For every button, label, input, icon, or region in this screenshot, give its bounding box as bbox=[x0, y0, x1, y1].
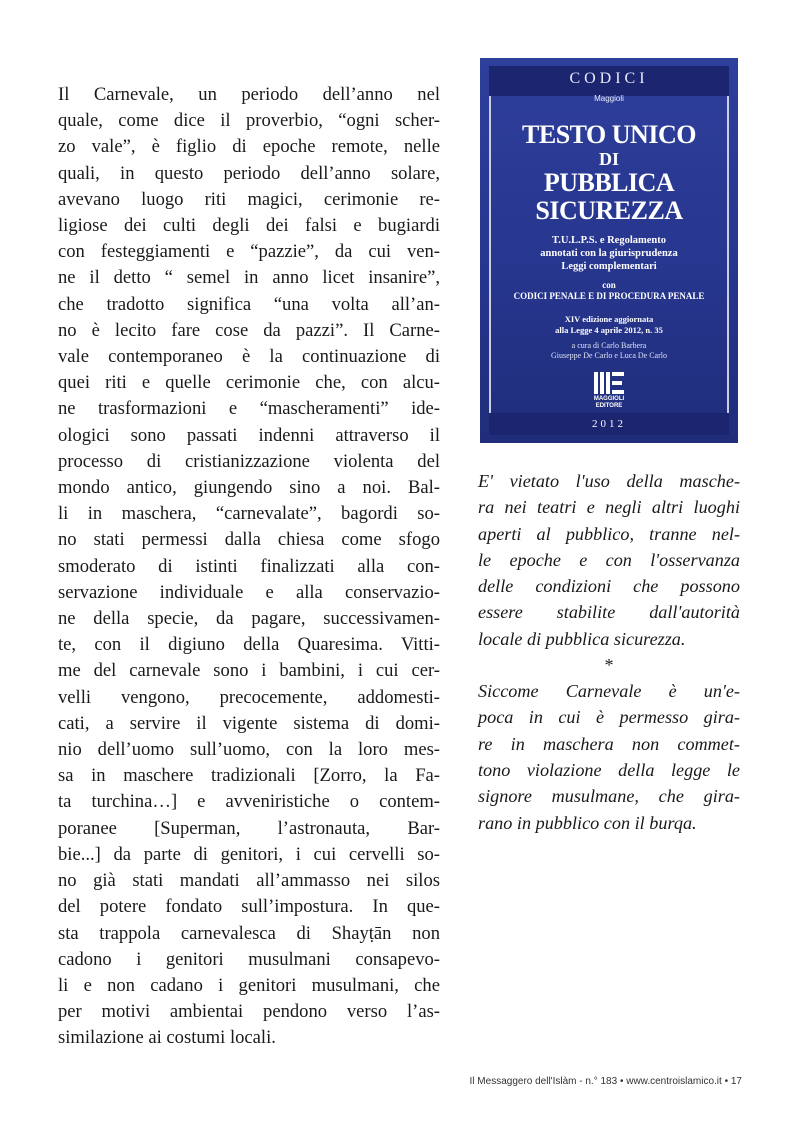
sidebar-separator: * bbox=[604, 655, 614, 676]
article-line: li e non cadano i genitori musulmani, che bbox=[58, 974, 440, 996]
article-line: ologici sono passati indenni attraverso il bbox=[58, 424, 440, 446]
article-line: li in maschera, “carnevalate”, bagordi so- bbox=[58, 503, 440, 525]
article-line: cadono i genitori musulmani consapevo- bbox=[58, 948, 440, 970]
article-line: sa in maschere tradizionali [Zorro, la Fa- bbox=[58, 765, 440, 787]
article-line: che tradotto significa “una volta all’an- bbox=[58, 293, 440, 315]
article-line: ta turchina…] e avveniristiche o contem- bbox=[58, 791, 440, 813]
article-line: Il Carnevale, un periodo dell’anno nel bbox=[58, 84, 440, 105]
cover-title-line: SICUREZZA bbox=[535, 196, 683, 225]
article-line: sta trappola carnevalesca di Shayṭān non bbox=[58, 922, 440, 944]
article-line: ligiose dei culti degli dei falsi e bugiardi bbox=[58, 215, 440, 237]
article-line: servazione individuale e alla conservazio- bbox=[58, 581, 440, 603]
sidebar-line: aperti al pubblico, tranne nel- bbox=[478, 523, 740, 544]
cover-title-line: PUBBLICA bbox=[543, 168, 675, 197]
article-line: no già stati mandati all’ammasso nei silos bbox=[58, 870, 440, 892]
cover-subtitle-line: annotati con la giurisprudenza bbox=[540, 248, 678, 259]
article-line: similazione ai costumi locali. bbox=[58, 1027, 276, 1049]
sidebar-line: re in maschera non commet- bbox=[478, 733, 740, 754]
cover-year: 2012 bbox=[489, 413, 729, 435]
page-footer: Il Messaggero dell'Islàm - n.° 183 • www.centroislamico.it • 17 bbox=[469, 1076, 742, 1087]
sidebar-line: poca in cui è permesso gira- bbox=[478, 707, 740, 728]
article-line: velli vengono, precocemente, addomesti- bbox=[58, 686, 440, 708]
article-line: ne trasformazioni e “mascheramenti” ide- bbox=[58, 398, 440, 420]
article-line: smoderato di istinti finalizzati alla con- bbox=[58, 555, 440, 577]
sidebar-line: essere stabilite dall'autorità bbox=[478, 602, 740, 623]
article-line: cati, a servire il vigente sistema di domi- bbox=[58, 712, 440, 734]
cover-title bbox=[480, 122, 738, 224]
cover-logo-line: MAGGIOLI bbox=[593, 396, 625, 402]
sidebar-line: le epoche e con l'osservanza bbox=[478, 549, 740, 570]
sidebar-line: signore musulmane, che gira- bbox=[478, 786, 740, 807]
article-line: quei riti e quelle cerimonie che, con alcu- bbox=[58, 372, 440, 394]
article-line: avevano luogo riti magici, cerimonie re- bbox=[58, 188, 440, 210]
maggioli-logo-icon bbox=[594, 372, 624, 394]
cover-series: CODICI bbox=[489, 66, 729, 96]
cover-subtitle-line: Leggi complementari bbox=[561, 261, 657, 272]
article-line: quali, in questo periodo dell’anno solare, bbox=[58, 162, 440, 184]
article-line: poranee [Superman, l’astronauta, Bar- bbox=[58, 817, 440, 839]
cover-logo-line: EDITORE bbox=[595, 403, 623, 409]
cover-title-line: TESTO UNICO bbox=[522, 120, 696, 149]
article-line: del potere fondato sull’impostura. In que- bbox=[58, 896, 440, 918]
article-line: zo vale”, è figlio di epoche remote, nelle bbox=[58, 136, 440, 158]
cover-codici-line: CODICI PENALE E DI PROCEDURA PENALE bbox=[513, 291, 705, 301]
book-cover-image bbox=[480, 58, 738, 443]
sidebar-quote bbox=[478, 468, 740, 836]
sidebar-line: Siccome Carnevale è un'e- bbox=[478, 681, 740, 702]
sidebar-line: locale di pubblica sicurezza. bbox=[478, 628, 686, 649]
article-line: con festeggiamenti e “pazzie”, da cui ven- bbox=[58, 241, 440, 263]
article-line: quale, come dice il proverbio, “ogni scher- bbox=[58, 110, 440, 132]
article-line: per motivi ambientai pendono verso l’as- bbox=[58, 1001, 440, 1023]
sidebar-line: rano in pubblico con il burqa. bbox=[478, 812, 697, 833]
cover-edition-line: XIV edizione aggiornata bbox=[564, 314, 654, 324]
cover-codici bbox=[480, 280, 738, 302]
cover-edition-line: alla Legge 4 aprile 2012, n. 35 bbox=[555, 324, 663, 335]
cover-logo-text bbox=[480, 396, 738, 410]
cover-authors bbox=[480, 341, 738, 361]
sidebar-line: delle condizioni che possono bbox=[478, 576, 740, 597]
article-line: mondo antico, giungendo sino a noi. Bal- bbox=[58, 477, 440, 499]
article-line: no è lecito fare cose da pazzi”. Il Carne- bbox=[58, 319, 440, 341]
cover-authors-line: Giuseppe De Carlo e Luca De Carlo bbox=[551, 351, 667, 360]
article-line: me del carnevale sono i bambini, i cui cer- bbox=[58, 660, 440, 682]
cover-authors-line: a cura di Carlo Barbera bbox=[571, 341, 647, 350]
cover-subtitle-line: T.U.L.P.S. e Regolamento bbox=[551, 235, 667, 246]
article-line: te, con il digiuno della Quaresima. Vitti- bbox=[58, 634, 440, 656]
cover-title-line: DI bbox=[598, 149, 619, 169]
cover-edition bbox=[480, 314, 738, 335]
sidebar-line: E' vietato l'uso della masche- bbox=[478, 471, 740, 491]
cover-con: con bbox=[602, 280, 616, 290]
article-line: ne della specie, da pagare, successivamen- bbox=[58, 608, 440, 630]
article-line: ne il detto “ semel in anno licet insanire”, bbox=[58, 267, 440, 289]
sidebar-line: tono violazione della legge le bbox=[478, 759, 740, 780]
article-body bbox=[58, 82, 440, 1052]
cover-subtitle bbox=[480, 234, 738, 273]
article-line: processo di cristianizzazione violenta del bbox=[58, 450, 440, 472]
article-line: bie...] da parte di genitori, i cui cervelli so- bbox=[58, 843, 440, 865]
article-line: no stati permessi dalla chiesa come sfogo bbox=[58, 529, 440, 551]
article-line: nio dell’uomo sull’uomo, con la loro mes- bbox=[58, 739, 440, 761]
sidebar-line: ra nei teatri e negli altri luoghi bbox=[478, 497, 740, 518]
cover-publisher: Maggioli bbox=[594, 94, 624, 103]
article-line: vale contemporaneo è la continuazione di bbox=[58, 346, 440, 368]
